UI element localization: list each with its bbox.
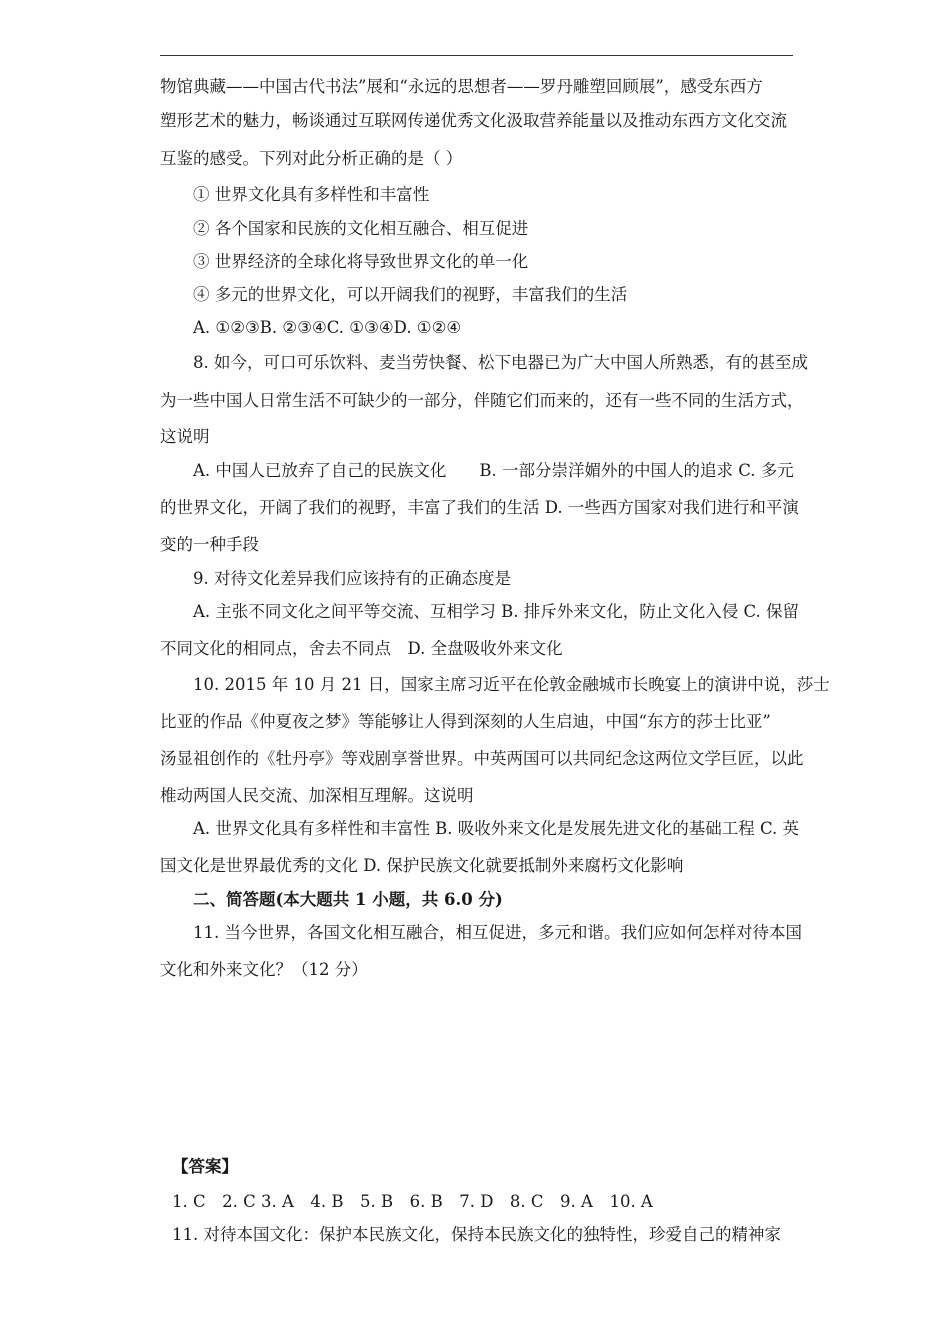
text-line: 这说明	[160, 427, 210, 446]
text-line: 变的一种手段	[160, 535, 259, 554]
text-line: 国文化是世界最优秀的文化 D. 保护民族文化就要抵制外来腐朽文化影响	[160, 856, 684, 875]
option-3: ③ 世界经济的全球化将导致世界文化的单一化	[193, 252, 529, 271]
question-9: 9. 对待文化差异我们应该持有的正确态度是	[193, 569, 511, 588]
section-heading: 二、简答题(本大题共 1 小题，共 6.0 分)	[193, 890, 503, 909]
text-line: 文化和外来文化？（12 分）	[160, 960, 368, 979]
answer-heading: 【答案】	[172, 1157, 238, 1176]
text-line: 的世界文化，开阔了我们的视野，丰富了我们的生活 D. 一些西方国家对我们进行和平演	[160, 498, 799, 517]
text-line: 物馆典藏——中国古代书法”展和“永远的思想者——罗丹雕塑回顾展”，感受东西方	[160, 77, 763, 96]
text-line: 椎动两国人民交流、加深相互理解。这说明	[160, 786, 474, 805]
text-line: 不同文化的相同点，舍去不同点 D. 全盘吸收外来文化	[160, 639, 563, 658]
text-line: 比亚的作品《仲夏夜之梦》等能够让人得到深刻的人生启迪，中国“东方的莎士比亚”	[160, 712, 771, 731]
answer-11: 11. 对待本国文化：保护本民族文化，保持本民族文化的独特性，珍爱自己的精神家	[172, 1225, 781, 1244]
choices-q10: A. 世界文化具有多样性和丰富性 B. 吸收外来文化是发展先进文化的基础工程 C. 英	[193, 819, 800, 838]
choices-q8: A. 中国人已放弃了自己的民族文化 B. 一部分崇洋媚外的中国人的追求 C. 多元	[193, 461, 794, 480]
question-10: 10. 2015 年 10 月 21 日，国家主席习近平在伦敦金融城市长晚宴上的演讲中说，莎士	[193, 675, 830, 694]
option-1: ① 世界文化具有多样性和丰富性	[193, 185, 430, 204]
answer-choices-q7: A. ①②③B. ②③④C. ①③④D. ①②④	[193, 318, 462, 337]
text-line: 为一些中国人日常生活不可缺少的一部分，伴随它们而来的，还有一些不同的生活方式，	[160, 391, 804, 410]
header-rule	[160, 55, 793, 56]
text-line: 汤显祖创作的《牡丹亭》等戏剧享誉世界。中英两国可以共同纪念这两位文学巨匠，以此	[160, 749, 804, 768]
question-8: 8. 如今，可口可乐饮料、麦当劳快餐、松下电器已为广大中国人所熟悉，有的甚至成	[193, 353, 808, 372]
option-4: ④ 多元的世界文化，可以开阔我们的视野，丰富我们的生活	[193, 285, 628, 304]
question-11: 11. 当今世界，各国文化相互融合，相互促进，多元和谐。我们应如何怎样对待本国	[193, 923, 802, 942]
choices-q9: A. 主张不同文化之间平等交流、互相学习 B. 排斥外来文化，防止文化入侵 C. 保留	[193, 602, 800, 621]
answer-key: 1. C 2. C 3. A 4. B 5. B 6. B 7. D 8. C 9. A 10. A	[172, 1192, 653, 1211]
text-line: 塑形艺术的魅力，畅谈通过互联网传递优秀文化汲取营养能量以及推动东西方文化交流	[160, 111, 787, 130]
option-2: ② 各个国家和民族的文化相互融合、相互促进	[193, 219, 529, 238]
text-line: 互鉴的感受。下列对此分析正确的是（ ）	[160, 149, 463, 168]
